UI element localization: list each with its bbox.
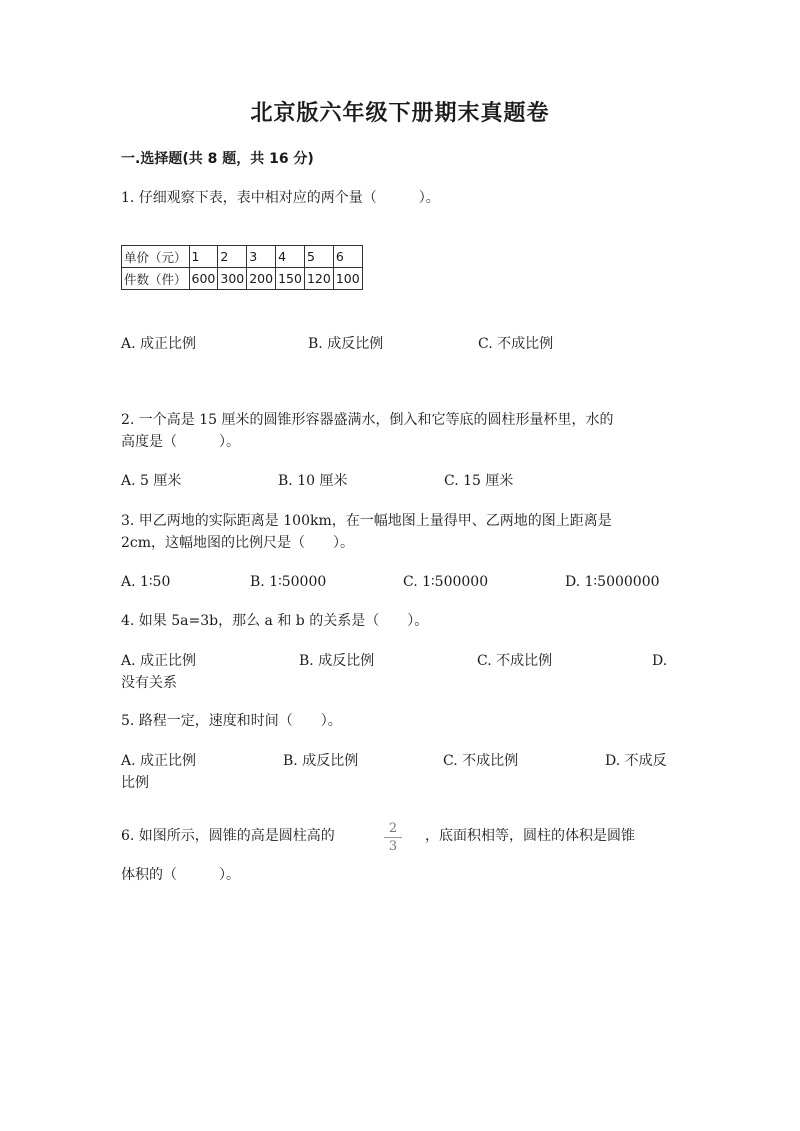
table-cell: 4	[276, 246, 305, 268]
fraction-two-thirds	[383, 821, 403, 854]
table-cell: 1	[189, 246, 218, 268]
q4-option-c: C. 不成比例	[477, 653, 553, 669]
q2-option-b: B. 10 厘米	[278, 473, 348, 489]
question-4-stem: 4. 如果 5a=3b，那么 a 和 b 的关系是（ ）。	[121, 613, 429, 629]
table-cell: 100	[333, 268, 362, 290]
q5-option-d-wrap: 比例	[121, 775, 149, 791]
table-cell: 300	[218, 268, 247, 290]
q4-option-b: B. 成反比例	[299, 653, 375, 669]
q4-option-d: D.	[652, 653, 668, 669]
q5-option-a: A. 成正比例	[121, 753, 197, 769]
q5-option-c: C. 不成比例	[443, 753, 519, 769]
question-3-line-2: 2cm，这幅地图的比例尺是（ ）。	[121, 535, 355, 551]
q4-option-a: A. 成正比例	[121, 653, 197, 669]
q3-option-d: D. 1∶5000000	[565, 574, 660, 590]
question-5-stem: 5. 路程一定，速度和时间（ ）。	[121, 713, 342, 729]
table-cell: 3	[247, 246, 276, 268]
table-cell: 2	[218, 246, 247, 268]
table-cell: 200	[247, 268, 276, 290]
q1-option-c: C. 不成比例	[478, 336, 554, 352]
question-3-line-1: 3. 甲乙两地的实际距离是 100km，在一幅地图上量得甲、乙两地的图上距离是	[121, 513, 612, 529]
question-2-line-1: 2. 一个高是 15 厘米的圆锥形容器盛满水，倒入和它等底的圆柱形量杯里，水的	[121, 412, 614, 428]
question-6-line-2: 体积的（ ）。	[121, 867, 240, 883]
question-1-stem: 1. 仔细观察下表，表中相对应的两个量（ ）。	[121, 190, 440, 206]
fraction-denominator: 3	[388, 839, 398, 854]
question-1-table	[121, 245, 363, 290]
table-cell: 单价（元）	[122, 246, 190, 268]
question-2-line-2: 高度是（ ）。	[121, 434, 240, 450]
q2-option-a: A. 5 厘米	[121, 473, 182, 489]
q3-option-b: B. 1∶50000	[250, 574, 327, 590]
table-cell: 600	[189, 268, 218, 290]
section-heading: 一.选择题(共 8 题，共 16 分)	[121, 151, 314, 167]
fraction-bar	[384, 837, 402, 838]
q5-option-d: D. 不成反	[605, 753, 667, 769]
table-cell: 150	[276, 268, 305, 290]
fraction-numerator: 2	[388, 821, 398, 836]
q4-option-d-wrap: 没有关系	[121, 675, 177, 691]
table-cell: 6	[333, 246, 362, 268]
table-cell: 120	[304, 268, 333, 290]
q1-option-b: B. 成反比例	[308, 336, 384, 352]
table-row	[122, 268, 363, 290]
q3-option-a: A. 1∶50	[121, 574, 171, 590]
question-6-line-1b: ，底面积相等，圆柱的体积是圆锥	[425, 828, 635, 844]
q2-option-c: C. 15 厘米	[444, 473, 514, 489]
q1-option-a: A. 成正比例	[121, 336, 197, 352]
table-cell: 件数（件）	[122, 268, 190, 290]
table-row	[122, 246, 363, 268]
page-title: 北京版六年级下册期末真题卷	[250, 101, 550, 126]
table-cell: 5	[304, 246, 333, 268]
q5-option-b: B. 成反比例	[283, 753, 359, 769]
question-6-line-1a: 6. 如图所示，圆锥的高是圆柱高的	[121, 828, 335, 844]
q3-option-c: C. 1∶500000	[403, 574, 489, 590]
